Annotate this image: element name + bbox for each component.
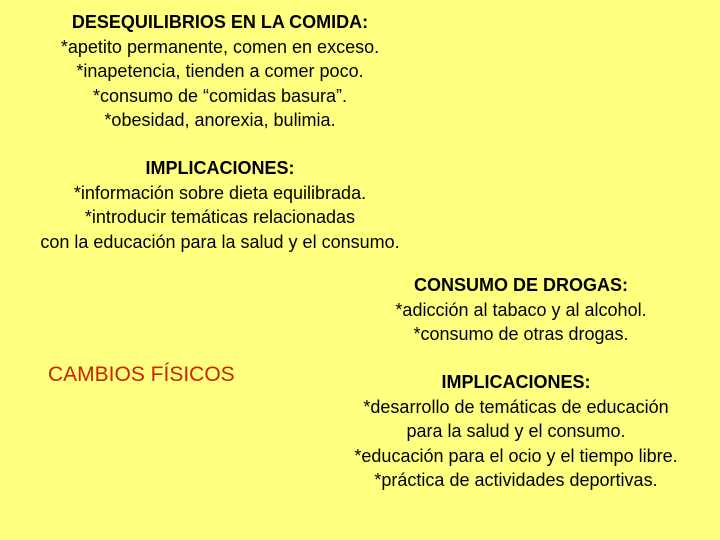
drogas-line: *consumo de otras drogas.: [413, 324, 629, 344]
implicaciones-drogas-line: *desarrollo de temáticas de educación: [363, 396, 669, 417]
implicaciones-drogas-heading: IMPLICACIONES:: [441, 372, 591, 392]
comida-heading: DESEQUILIBRIOS EN LA COMIDA:: [71, 12, 369, 32]
implicaciones-comida-line: *información sobre dieta equilibrada.: [73, 182, 367, 203]
implicaciones-drogas-line: *práctica de actividades deportivas.: [374, 470, 658, 490]
implicaciones-drogas-line: *educación para el ocio y el tiempo libre.: [354, 445, 678, 466]
drogas-section: [340, 273, 702, 347]
comida-line: *consumo de “comidas basura”.: [92, 85, 348, 106]
implicaciones-comida-line: *introducir temáticas relacionadas: [84, 207, 356, 227]
implicaciones-comida-line: con la educación para la salud y el consumo.: [40, 231, 400, 252]
implicaciones-drogas-section: [335, 370, 697, 493]
implicaciones-comida-section: [0, 156, 440, 254]
comida-line: *obesidad, anorexia, bulimia.: [104, 110, 336, 130]
cambios-fisicos-label: CAMBIOS FÍSICOS: [48, 363, 235, 386]
comida-line: *inapetencia, tienden a comer poco.: [76, 61, 364, 81]
drogas-line: *adicción al tabaco y al alcohol.: [395, 299, 647, 320]
comida-section: [0, 10, 440, 133]
implicaciones-drogas-line: para la salud y el consumo.: [406, 421, 626, 441]
comida-line: *apetito permanente, comen en exceso.: [60, 36, 380, 57]
drogas-heading: CONSUMO DE DROGAS:: [413, 275, 628, 295]
implicaciones-comida-heading: IMPLICACIONES:: [145, 158, 295, 178]
